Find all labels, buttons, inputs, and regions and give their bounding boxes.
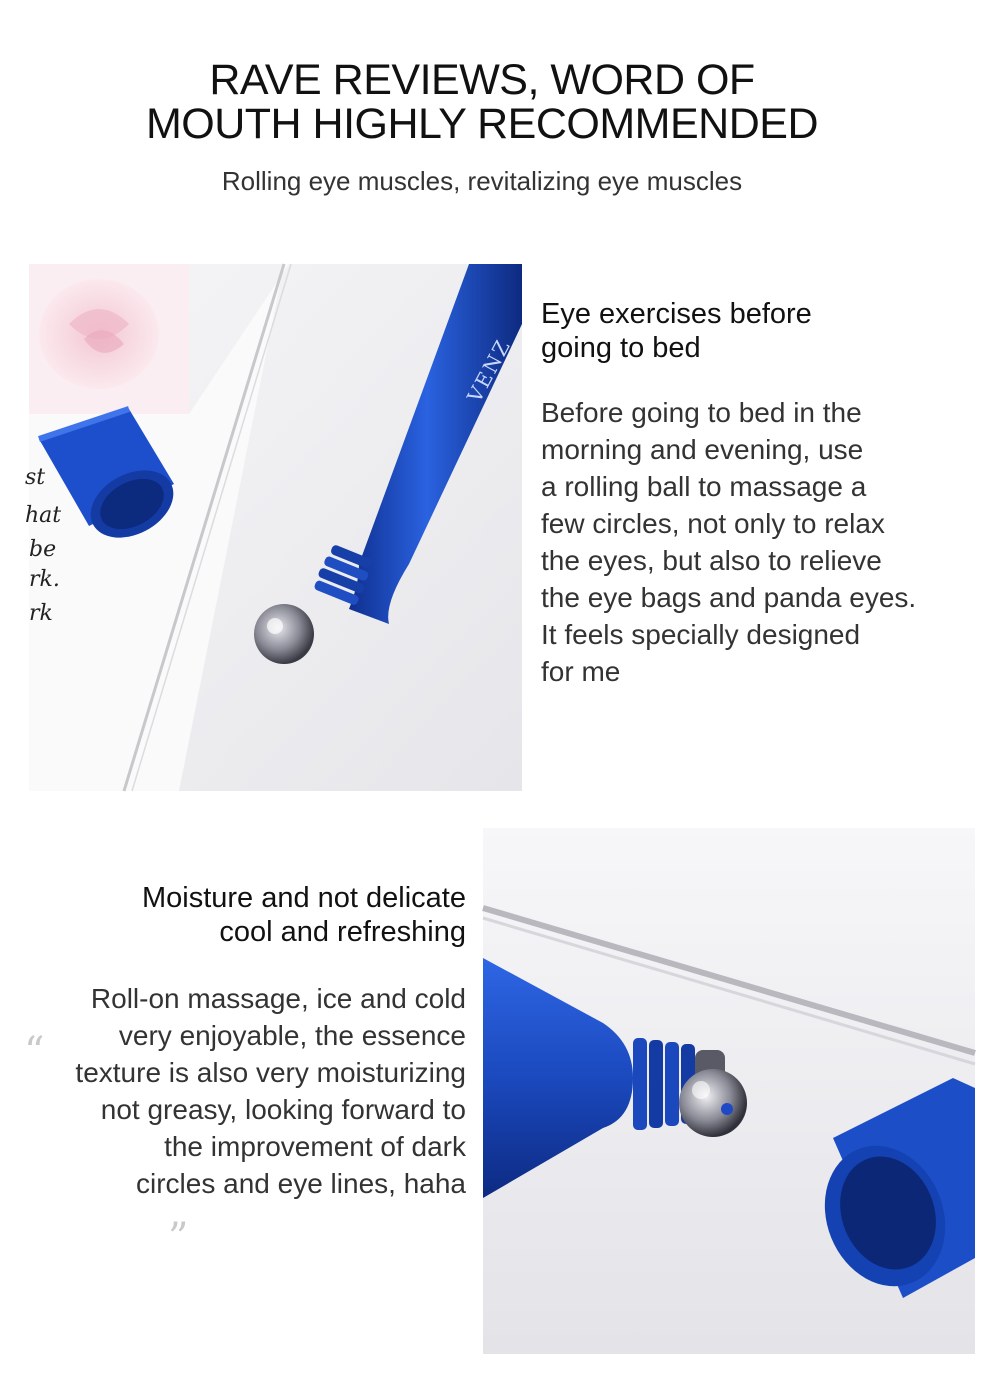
- page-subtitle: Rolling eye muscles, revitalizing eye muscles: [221, 166, 743, 196]
- photo2-illustration: [483, 828, 975, 1354]
- product-photo-roller-with-cap: [25, 264, 522, 791]
- book-text-3: be: [29, 537, 57, 562]
- page-title: RAVE REVIEWS, WORD OF MOUTH HIGHLY RECOMMENDED: [145, 56, 819, 148]
- section2-body: Roll-on massage, ice and cold very enjoyable, the essence texture is also very moisturizing not greasy, looking forward to the improvement of dark circles and eye lines, haha: [75, 983, 466, 1199]
- book-text-4: rk.: [29, 567, 60, 592]
- open-quote-icon: “: [24, 1029, 45, 1075]
- brand-text: VENZ: [462, 334, 516, 407]
- photo1-illustration: [25, 264, 522, 791]
- section1-body: Before going to bed in the morning and evening, use a rolling ball to massage a few circles, not only to relax the eyes, but also to relieve the eye bags and panda eyes. It feels specially designed for me: [541, 397, 917, 687]
- book-text-1: st: [25, 465, 46, 490]
- book-text-5: rk: [29, 601, 53, 626]
- section2-title: Moisture and not delicate cool and refreshing: [141, 882, 466, 948]
- book-text-2: hat: [25, 503, 62, 528]
- product-photo-roller-closeup: [483, 828, 975, 1354]
- close-quote-icon: ”: [168, 1215, 189, 1261]
- section1-title: Eye exercises before going to bed: [541, 298, 812, 364]
